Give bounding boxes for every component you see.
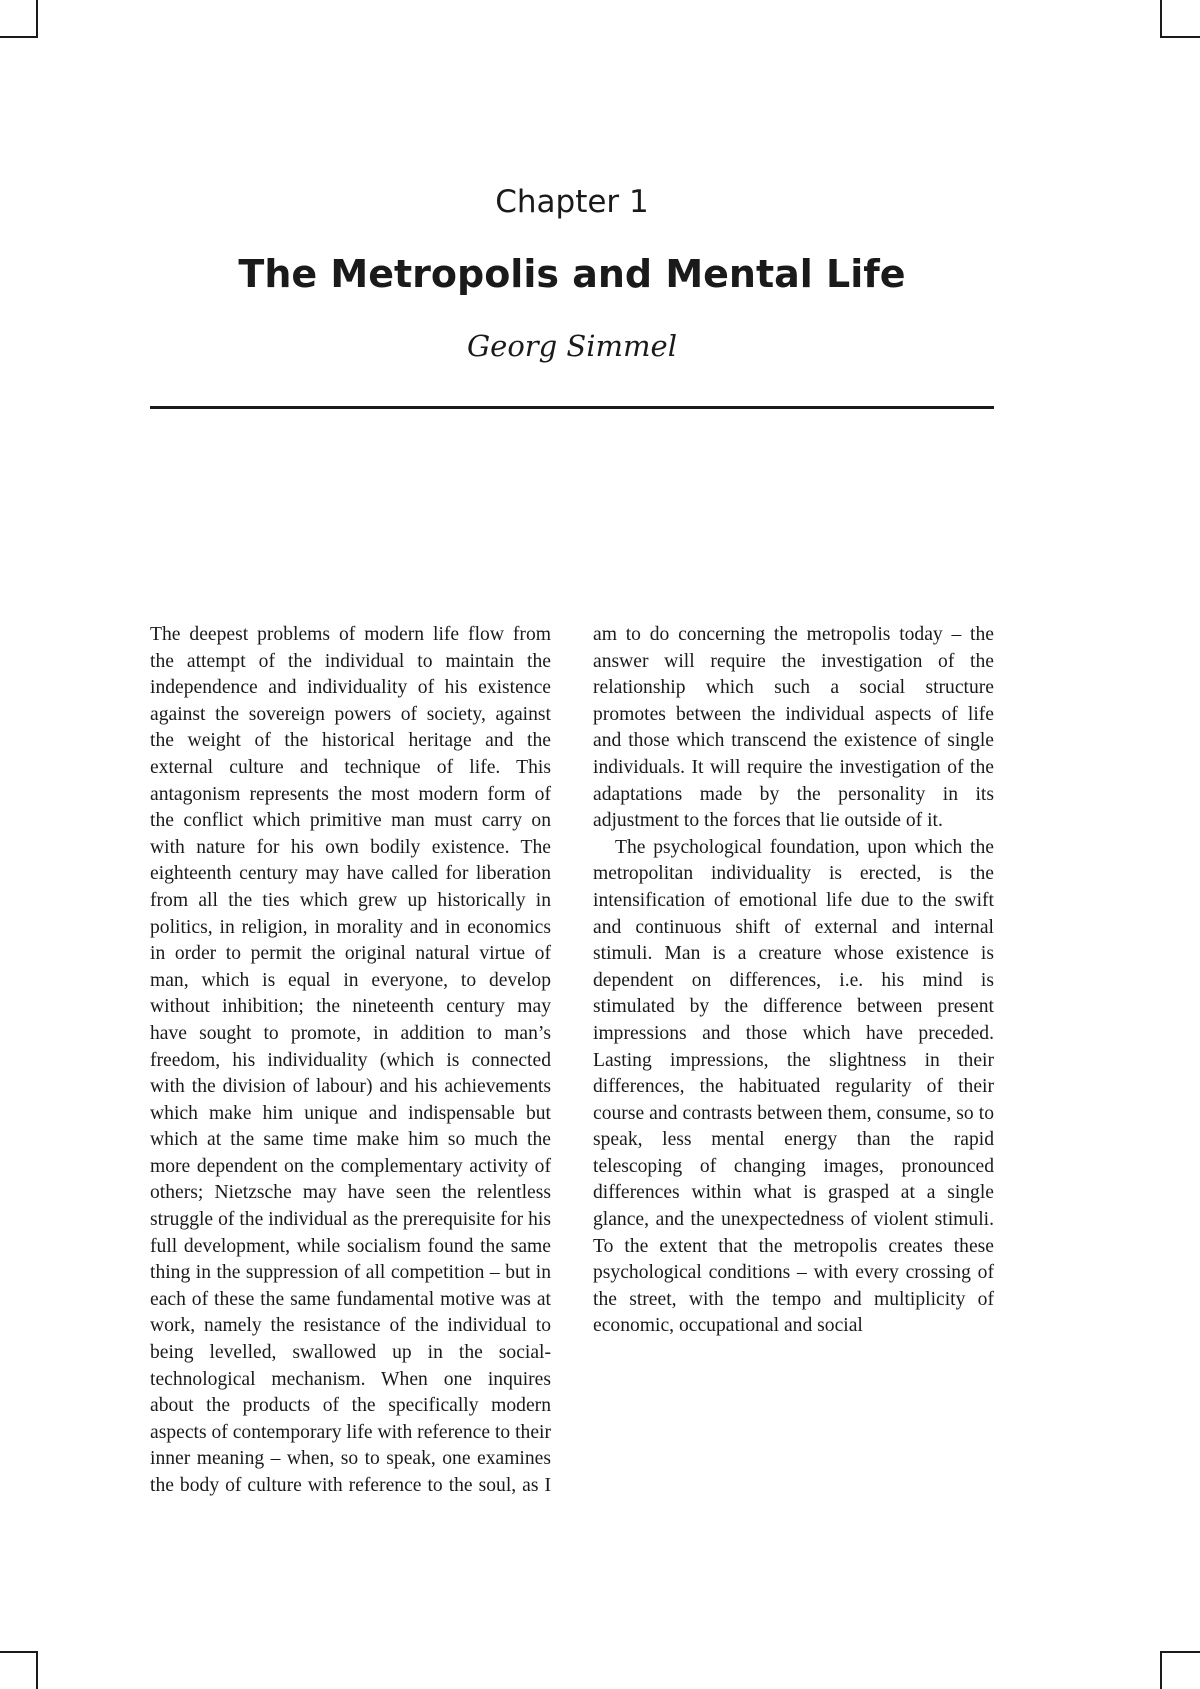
chapter-header xyxy=(150,180,994,366)
crop-mark-top-left-vertical xyxy=(36,0,38,38)
crop-mark-top-right-vertical xyxy=(1160,0,1162,38)
crop-mark-top-right-horizontal xyxy=(1162,36,1200,38)
crop-mark-bottom-right-horizontal xyxy=(1162,1651,1200,1653)
crop-mark-bottom-left-vertical xyxy=(36,1651,38,1689)
crop-mark-bottom-right-vertical xyxy=(1160,1651,1162,1689)
paragraph-1: The deepest problems of modern life flow from the attempt of the individual to maintain the independence and individuality of his existence against the sovereign powers of society, against the weight of the historical heritage and the external culture and technique of life. This antagonism represents the most modern form of the conflict which primitive man must carry on with nature for his own bodily existence. The eighteenth century may have called for liberation from all the ties which grew up historically in politics, in religion, in morality and in economics in order to permit the original natural virtue of man, which is equal in everyone, to develop without inhibition; the nineteenth century may have sought to promote, in addition to man’s freedom, his individuality (which is connected with the division of labour) and his achievements which make him unique and indispensable but which at the same time make him so much the more dependent on the complementary activity of others; Nietzsche may have seen the relentless struggle of the individual as the prerequisite for his full development, while socialism found the same thing in the suppression of all competition – but in each of these the same fundamental motive was at work, namely the resistance of the individual to being levelled, swallowed up in the social-technological mechanism. When one inquires about the products of the specifically modern aspects of contemporary life with reference to their inner meaning – when, so to speak, one examines the body of culture with reference to the soul, as I am to do concerning the metropolis today – the answer will require the investigation of the relationship which such a social structure promotes between the individual aspects of life and those which transcend the existence of single individuals. It will require the investigation of the adaptations made by the personality in its adjustment to the forces that lie outside of it. xyxy=(150,624,994,1496)
crop-mark-top-left-horizontal xyxy=(0,36,38,38)
author-name: Georg Simmel xyxy=(466,329,677,363)
crop-mark-bottom-left-horizontal xyxy=(0,1651,38,1653)
chapter-label: Chapter 1 xyxy=(495,184,649,220)
paragraph-2: The psychological foundation, upon which the metropolitan individuality is erected, is the intensification of emotional life due to the swift and continuous shift of external and internal stimuli. Man is a creature whose existence is dependent on differences, i.e. his mind is stimulated by the difference between present impressions and those which have preceded. Lasting impressions, the slightness in their differences, the habituated regularity of their course and contrasts between them, consume, so to speak, less mental energy than the rapid telescoping of changing images, pronounced differences within what is grasped at a single glance, and the unexpectedness of violent stimuli. To the extent that the metropolis creates these psychological conditions – with every crossing of the street, with the tempo and multiplicity of economic, occupational and social xyxy=(593,836,994,1337)
title-rule xyxy=(150,406,994,409)
body-text xyxy=(150,622,994,1522)
chapter-title: The Metropolis and Mental Life xyxy=(238,252,906,296)
